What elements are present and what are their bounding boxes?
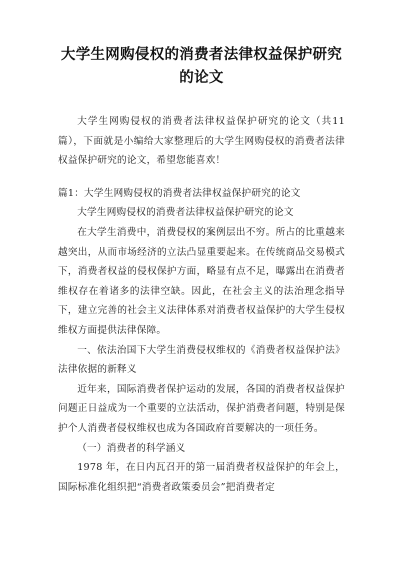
body-paragraph: 1978 年，在日内瓦召开的第一届消费者权益保护的年会上，国际标准化组织把“消费者政策委员会”把消费者定 xyxy=(58,462,345,493)
body-paragraph: 在大学生消费中，消费侵权的案例层出不穷。所占的比重越来越突出，从而市场经济的立法凸显重要起来。在传统商品交易模式下，消费者权益的侵权保护方面，略显有点不足，曝露出在消费者维权存在着诸多的法律空缺。因此，在社会主义的法治理念指导下，建立完善的社会主义法律体系对消费者权益保护的大学生侵权维权方面提供法律保障。 xyxy=(58,226,345,336)
intro-paragraph: 大学生网购侵权的消费者法律权益保护研究的论文（共11篇），下面就是小编给大家整理后的大学生网购侵权的消费者法律权益保护研究的论文，希望您能喜欢！ xyxy=(58,116,345,167)
chapter-subtitle: 大学生网购侵权的消费者法律权益保护研究的论文 xyxy=(77,207,294,219)
document-title: 大学生网购侵权的消费者法律权益保护研究的论文 xyxy=(60,47,343,86)
chapter-heading: 篇1：大学生网购侵权的消费者法律权益保护研究的论文 xyxy=(58,187,301,199)
section-heading: 一、依法治国下大学生消费侵权维权的《消费者权益保护法》法律依据的新释义 xyxy=(58,344,345,376)
subsection-heading: （一）消费者的科学涵义 xyxy=(77,442,186,454)
body-paragraph: 近年来，国际消费者保护运动的发展，各国的消费者权益保护问题正日益成为一个重要的立法活动，保护消费者问题，特别是保护个人消费者侵权维权也成为各国政府首要解决的一项任务。 xyxy=(58,383,345,434)
